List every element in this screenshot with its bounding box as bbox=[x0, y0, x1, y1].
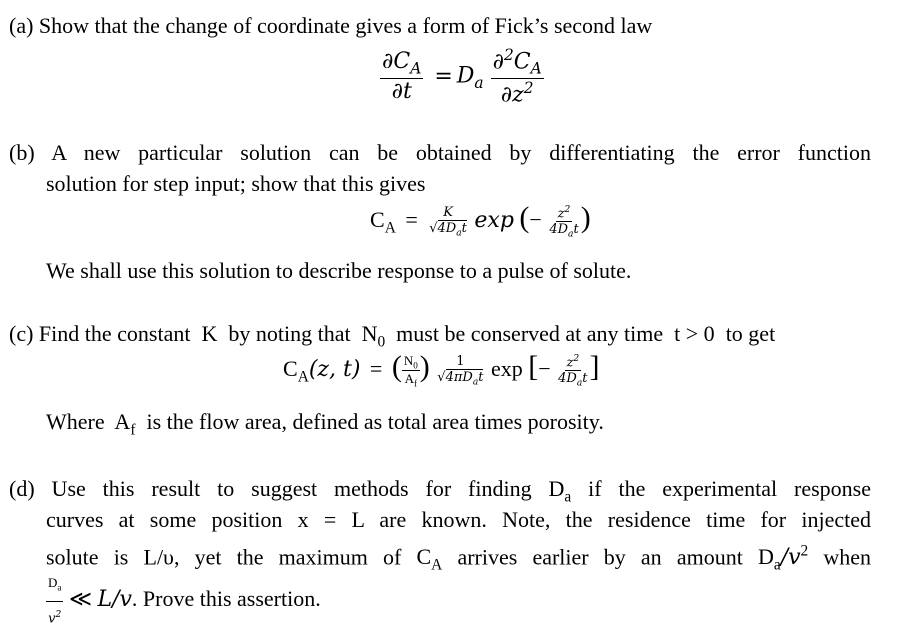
part-c-equation: $C_A(z$, t) = ( $\frac{N_0}{A_f}$ ) $\frac{1}{√4\pi D_at}$ exp [− $\frac{z^2}{4D_at}$ ] bbox=[283, 350, 600, 390]
part-a-rhs-fraction: $\frac{\partial^2C_A}{\partial z^2}$ bbox=[492, 46, 542, 108]
part-b-equation: $C_A$ = $\frac{K}{√4D_at}$ exp (− $\frac{z^2}{4D_at}$ ) bbox=[370, 201, 591, 240]
part-a-lhs-fraction: $\frac{\partial C_A}{\partial t}$ bbox=[382, 48, 422, 105]
part-b-exponent-fraction: $\frac{z^2}{4D_at}$ bbox=[549, 204, 579, 240]
part-b-line2: solution for step input; show that this gives bbox=[46, 171, 426, 196]
part-b-line3: We shall use this solution to describe response to a pulse of solute. bbox=[46, 258, 632, 283]
part-d-line1: (d) Use this result to suggest methods for finding $D_a$ if the experimental response bbox=[9, 476, 871, 506]
part-a-equation: $\frac{\partial C_A}{\partial t}$ = $D_a$ $\frac{\partial^2C_A}{\partial z^2}$ bbox=[382, 46, 542, 108]
part-d-line2: curves at some position x = L are known. Note, the residence time for injected bbox=[46, 507, 871, 532]
part-c-exponent-fraction: $\frac{z^2}{4D_at}$ bbox=[558, 353, 588, 389]
part-c-sqrt-fraction: $\frac{1}{√4\pi D_at}$ bbox=[437, 354, 484, 388]
part-c-line1: (c) Find the constant K by noting that $N_0$ must be conserved at any time t > 0 to get bbox=[9, 321, 776, 351]
part-a-text: (a) Show that the change of coordinate gives a form of Fick’s second law bbox=[9, 13, 653, 38]
part-b-line1: (b) A new particular solution can be obtained by differentiating the error function bbox=[9, 140, 871, 165]
part-c-line3: Where $A_f$ is the flow area, defined as total area times porosity. bbox=[46, 409, 604, 439]
part-d-line4: $\frac{D_a}{v^2}$ ≪ L/v. Prove this assertion. bbox=[46, 570, 321, 632]
part-b-fraction: $\frac{K}{√4D_at}$ bbox=[429, 205, 467, 239]
part-d-fraction: $\frac{D_a}{v^2}$ bbox=[46, 570, 63, 632]
part-d-line3: solute is L/υ, yet the maximum of $C_A$ arrives earlier by an amount $D_a/v^2$ when bbox=[46, 543, 872, 574]
part-c-n-fraction: $\frac{N_0}{A_f}$ bbox=[403, 352, 418, 390]
